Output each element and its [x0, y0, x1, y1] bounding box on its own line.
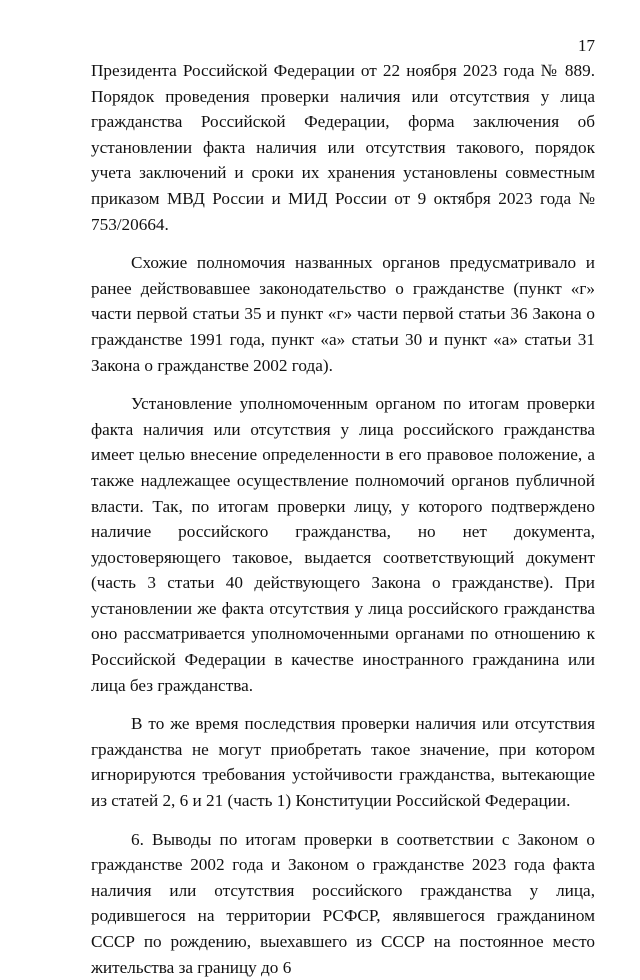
paragraph-section-6: 6. Выводы по итогам проверки в соответствии с Законом о гражданстве 2002 года и Законом о гражданстве 2023 года факта наличия или отсутствия российского гражданства у лица, родившегося на территории РСФСР, являвшегося гражданином СССР по рождению, выехавшего из СССР на постоянное место жительства за границу до 6 — [91, 829, 595, 977]
paragraph-prior-legislation: Схожие полномочия названных органов предусматривало и ранее действовавшее законодательство о гражданстве (пункт «г» части первой статьи 35 и пункт «г» части первой статьи 36 Закона о гражданстве 1991 года, пункт «а» статьи 30 и пункт «а» статьи 31 Закона о гражданстве 2002 года). — [91, 253, 595, 375]
paragraph-citizenship-establishment: Установление уполномоченным органом по итогам проверки факта наличия или отсутствия у лица российского гражданства имеет целью внесение определенности в его правовое положение, а также надлежащее осуществление полномочий органов публичной власти. Так, по итогам проверки лицу, у которого подтверждено наличие российского гражданства, но нет документа, удостоверяющего таковое, выдается соответствующий документ (часть 3 статьи 40 действующего Закона о гражданстве). При установлении же факта отсутствия у лица российского гражданства оно рассматривается уполномоченными органами по отношению к Российской Федерации в качестве иностранного гражданина или лица без гражданства. — [91, 394, 595, 695]
page-number: 17 — [578, 36, 595, 55]
paragraph-stability-of-citizenship: В то же время последствия проверки наличия или отсутствия гражданства не могут приобретать такое значение, при котором игнорируются требования устойчивости гражданства, вытекающие из статей 2, 6 и 21 (часть 1) Конституции Российской Федерации. — [91, 714, 595, 811]
document-body — [91, 58, 595, 980]
paragraph-continuation: Президента Российской Федерации от 22 ноября 2023 года № 889. Порядок проведения проверки наличия или отсутствия у лица гражданства Российской Федерации, форма заключения об установлении факта наличия или отсутствия такового, порядок учета заключений и сроки их хранения установлены совместным приказом МВД России и МИД России от 9 октября 2023 года № 753/20664. — [91, 61, 595, 234]
